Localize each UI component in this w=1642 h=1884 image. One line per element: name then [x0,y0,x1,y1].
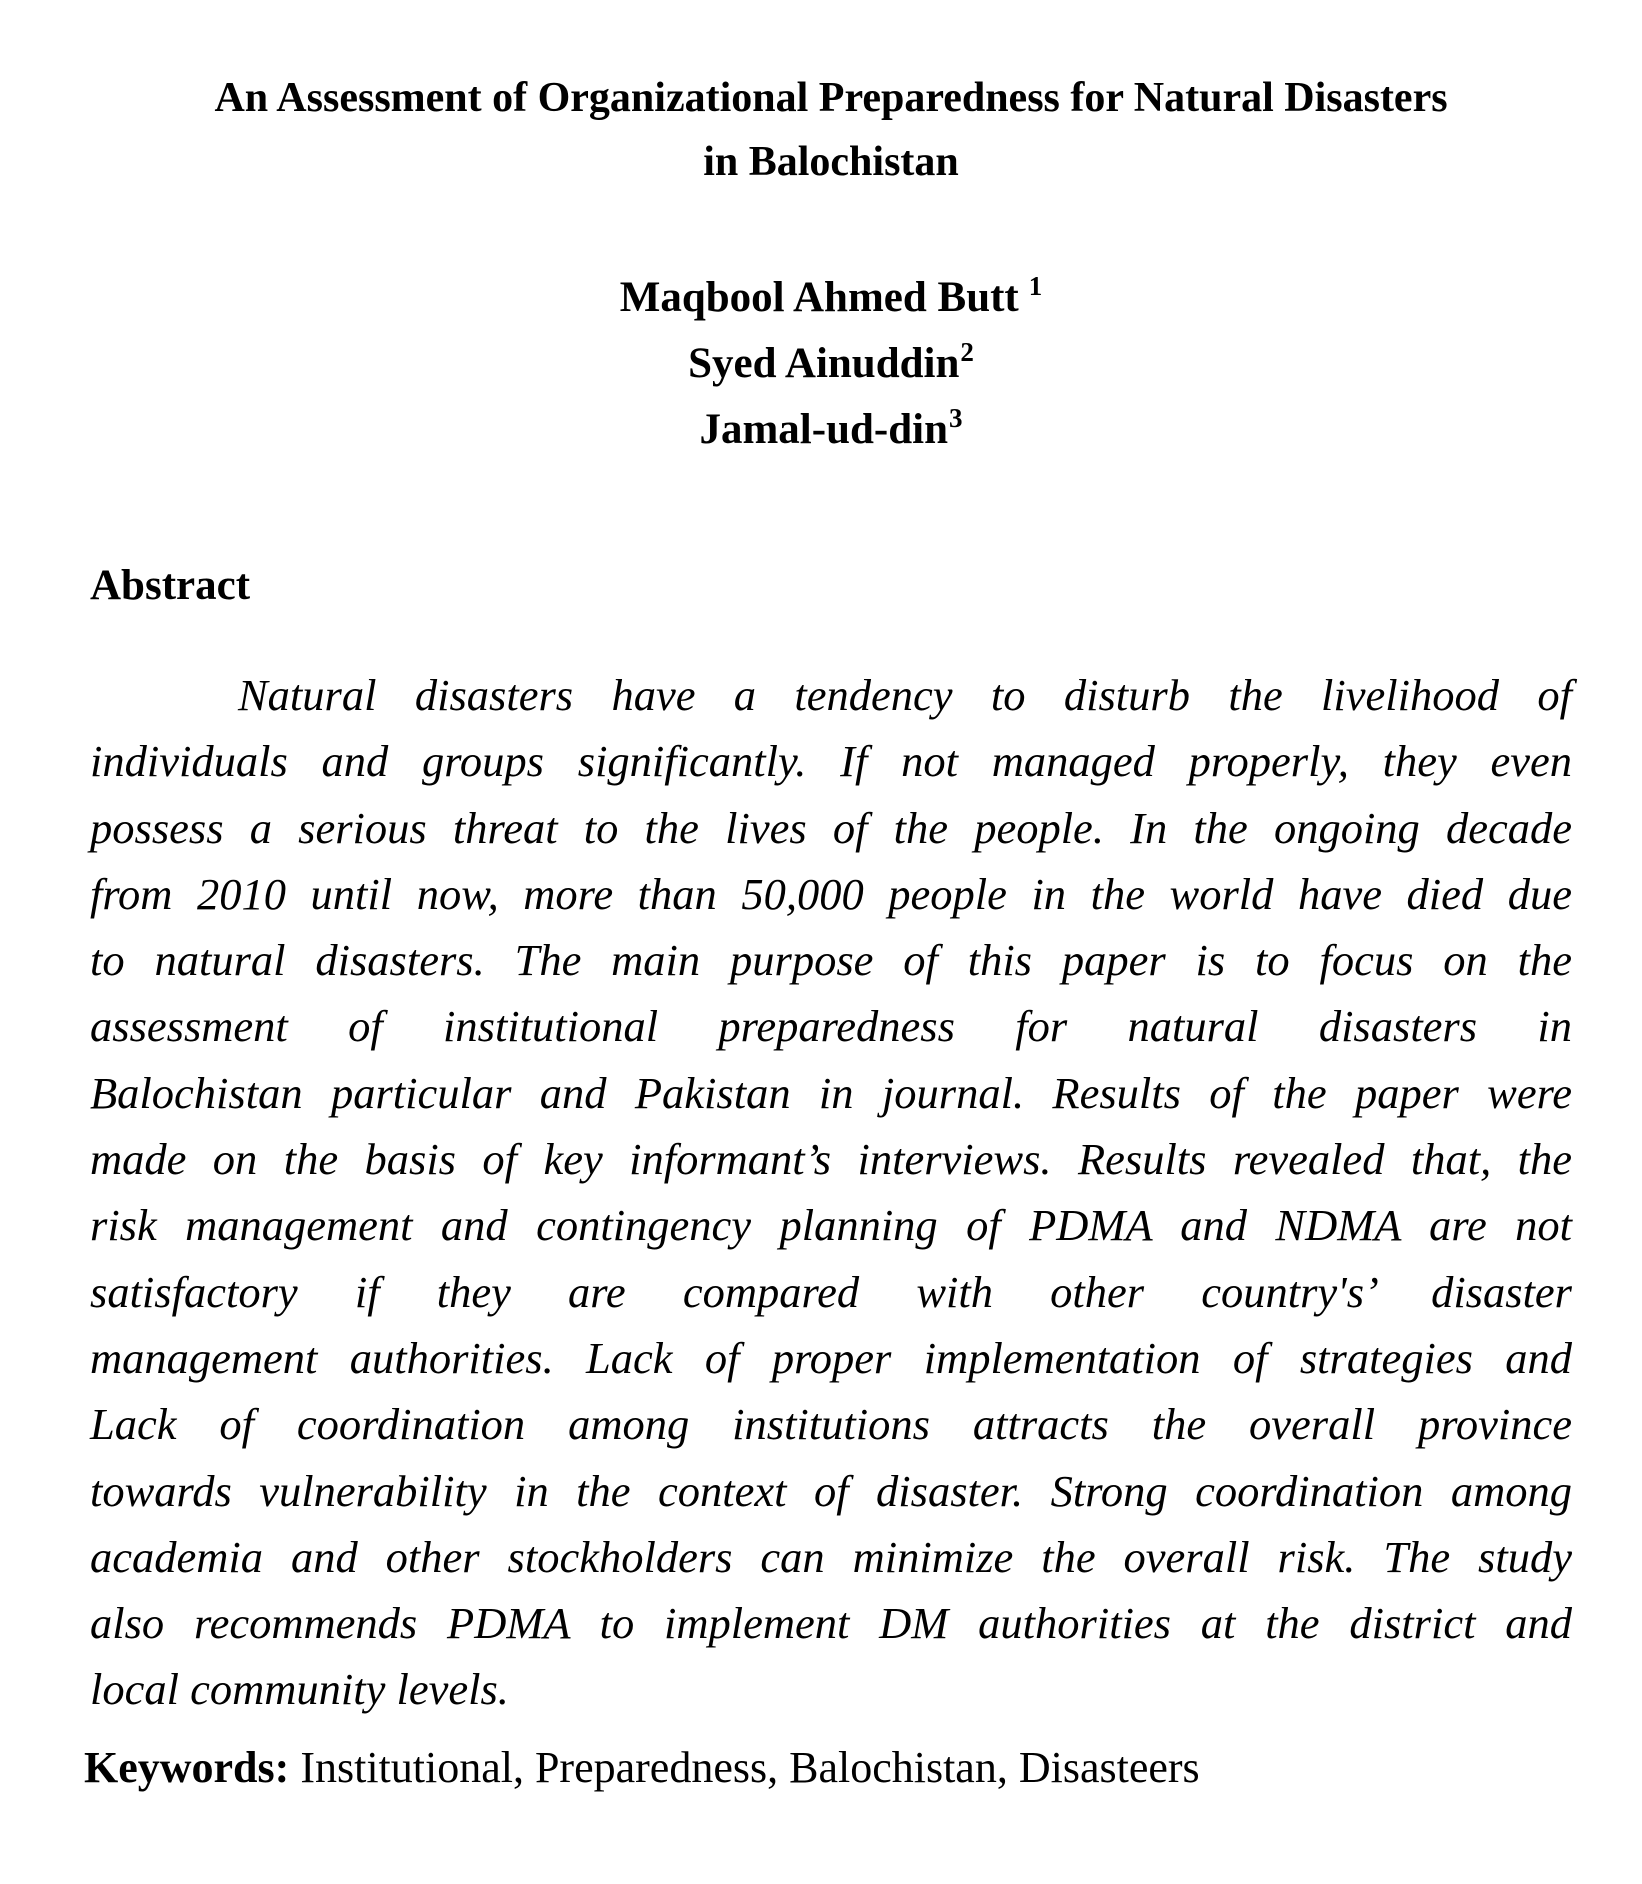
author-list [90,265,1572,463]
affiliation-marker: 2 [960,337,974,367]
abstract-line: Lack of coordination among institutions attracts the overall province [90,1399,1572,1450]
abstract-line: to natural disasters. The main purpose of this paper is to focus on the [90,935,1572,986]
author-name: Maqbool Ahmed Butt [619,274,1019,321]
abstract-body [90,662,1572,1723]
author-1 [90,265,1572,331]
author-name: Jamal-ud-din [699,406,948,453]
abstract-line: made on the basis of key informant’s interviews. Results revealed that, the [90,1134,1572,1185]
abstract-line: local community levels. [90,1664,509,1715]
abstract-line: management authorities. Lack of proper implementation of strategies and [90,1332,1572,1383]
title-line-1: An Assessment of Organizational Preparedness for Natural Disasters [214,75,1448,121]
abstract-line: from 2010 until now, more than 50,000 people in the world have died due [90,868,1572,919]
keywords-label: Keywords: [84,1743,290,1792]
title-line-2: in Balochistan [703,139,959,185]
abstract-line: assessment of institutional preparedness for natural disasters in [90,1001,1572,1052]
abstract-line: possess a serious threat to the lives of the people. In the ongoing decade [90,802,1572,853]
author-3 [90,397,1572,463]
abstract-line: Natural disasters have a tendency to disturb the livelihood of [238,670,1572,720]
abstract-line: satisfactory if they are compared with other country's’ disaster [90,1266,1572,1317]
abstract-line: academia and other stockholders can minimize the overall risk. The study [90,1531,1572,1582]
affiliation-marker: 3 [949,403,963,433]
abstract-line: risk management and contingency planning of PDMA and NDMA are not [90,1200,1572,1251]
author-name: Syed Ainuddin [688,340,960,387]
paper-title [90,66,1572,194]
affiliation-marker: 1 [1028,271,1043,301]
abstract-heading: Abstract [90,562,251,609]
abstract-line: Balochistan particular and Pakistan in journal. Results of the paper were [90,1067,1572,1118]
abstract-line: towards vulnerability in the context of disaster. Strong coordination among [90,1465,1572,1516]
keywords [84,1740,1200,1796]
keywords-list: Institutional, Preparedness, Balochistan, Disasteers [289,1743,1200,1792]
abstract-line: individuals and groups significantly. If not managed properly, they even [90,736,1572,787]
author-2 [90,331,1572,397]
abstract-line: also recommends PDMA to implement DM authorities at the district and [90,1598,1572,1649]
